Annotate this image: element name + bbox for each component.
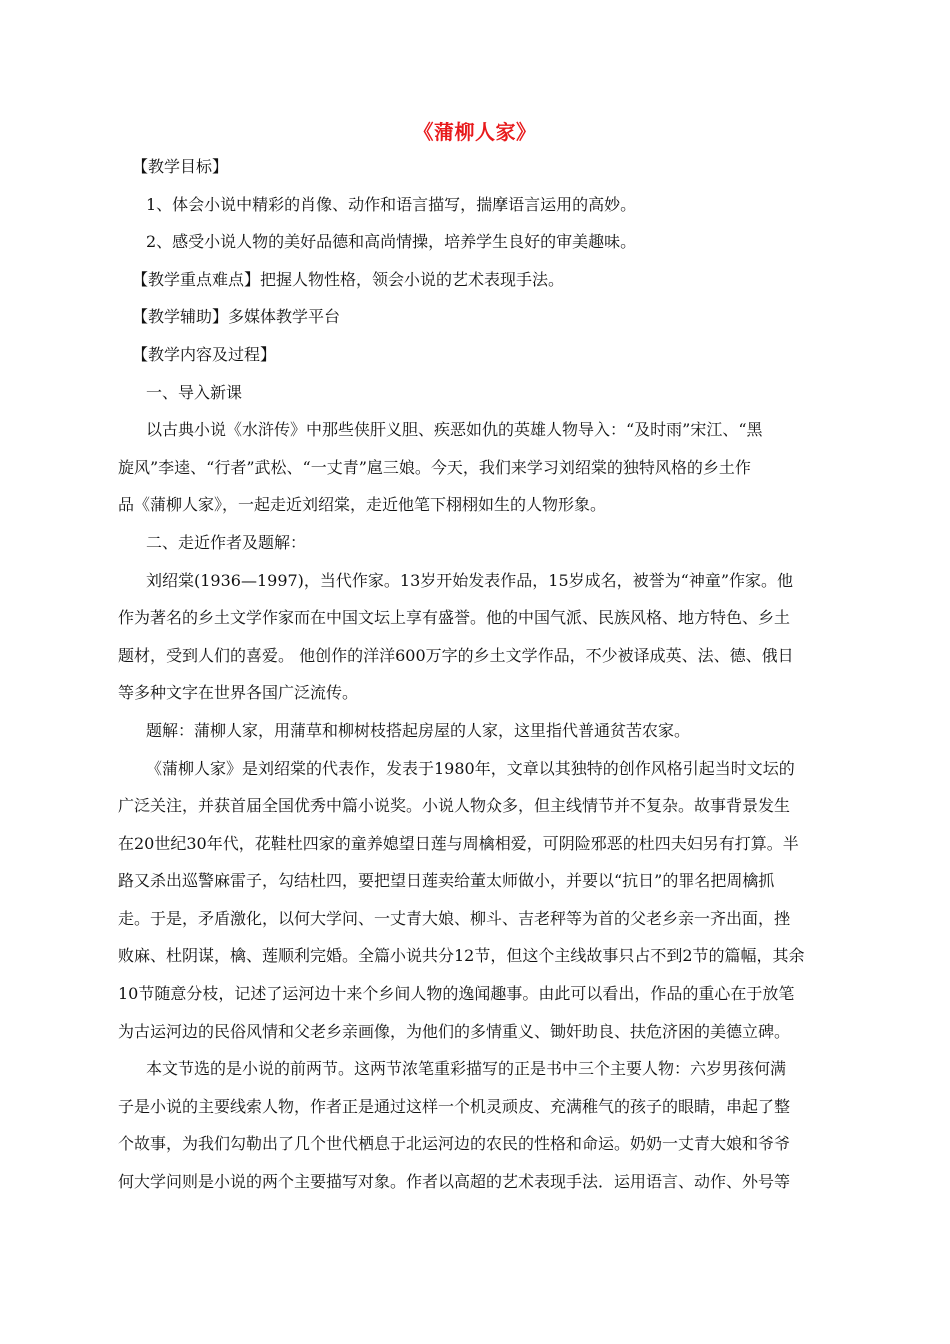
document-body <box>118 148 832 1201</box>
text-line: 以古典小说《水浒传》中那些侠肝义胆、疾恶如仇的英雄人物导入：“及时雨”宋江、“黑 <box>146 420 763 440</box>
text-line: 在20世纪30年代，花鞋杜四家的童养媳望日莲与周檎相爱，可阴险邪恶的杜四夫妇另有打算。半 <box>118 833 799 853</box>
text-line: 个故事，为我们勾勒出了几个世代栖息于北运河边的农民的性格和命运。奶奶一丈青大娘和爷爷 <box>118 1134 791 1154</box>
text-line: 二、走近作者及题解： <box>146 532 307 552</box>
text-line: 路又杀出巡警麻雷子，勾结杜四，要把望日莲卖给董太师做小，并要以“抗日”的罪名把周檎抓 <box>118 871 775 891</box>
text-line: 【教学重点难点】把握人物性格，领会小说的艺术表现手法。 <box>132 269 565 289</box>
text-line: 本文节选的是小说的前两节。这两节浓笔重彩描写的正是书中三个主要人物：六岁男孩何满 <box>146 1059 787 1079</box>
text-line: 何大学问则是小说的两个主要描写对象。作者以高超的艺术表现手法．运用语言、动作、外号等 <box>118 1172 791 1192</box>
text-line: 品《蒲柳人家》，一起走近刘绍棠，走近他笔下栩栩如生的人物形象。 <box>118 495 607 515</box>
text-line: 1、体会小说中精彩的肖像、动作和语言描写，揣摩语言运用的高妙。 <box>146 194 637 214</box>
text-line: 10节随意分枝，记述了运河边十来个乡间人物的逸闻趣事。由此可以看出，作品的重心在于放笔 <box>118 984 795 1004</box>
text-line: 刘绍棠(1936—1997)，当代作家。13岁开始发表作品，15岁成名，被誉为“神童”作家。他 <box>146 570 794 590</box>
text-line: 《蒲柳人家》是刘绍棠的代表作，发表于1980年，文章以其独特的创作风格引起当时文坛的 <box>146 758 795 778</box>
text-line: 子是小说的主要线索人物，作者正是通过这样一个机灵顽皮、充满稚气的孩子的眼睛，串起了整 <box>118 1096 791 1116</box>
text-line: 为古运河边的民俗风情和父老乡亲画像，为他们的多情重义、锄奸助良、扶危济困的美德立碑。 <box>118 1021 791 1041</box>
text-line: 走。于是，矛盾激化，以何大学问、一丈青大娘、柳斗、吉老秤等为首的父老乡亲一齐出面，挫 <box>118 908 791 928</box>
text-line: 2、感受小说人物的美好品德和高尚情操，培养学生良好的审美趣味。 <box>146 232 637 252</box>
text-line: 广泛关注，并获首届全国优秀中篇小说奖。小说人物众多，但主线情节并不复杂。故事背景发生 <box>118 796 791 816</box>
text-line: 【教学内容及过程】 <box>132 344 277 364</box>
text-line: 题解：蒲柳人家，用蒲草和柳树枝搭起房屋的人家，这里指代普通贫苦农家。 <box>146 720 691 740</box>
text-line: 【教学目标】 <box>132 157 229 176</box>
document-title: 《蒲柳人家》 <box>413 120 537 144</box>
text-line: 旋风”李逵、“行者”武松、“一丈青”扈三娘。今天，我们来学习刘绍棠的独特风格的乡土作 <box>118 457 751 477</box>
text-line: 题材，受到人们的喜爱。 他创作的洋洋600万字的乡土文学作品，不少被译成英、法、德、俄日 <box>118 645 794 665</box>
text-line: 【教学辅助】多媒体教学平台 <box>132 307 341 327</box>
text-line: 作为著名的乡土文学作家而在中国文坛上享有盛誉。他的中国气派、民族风格、地方特色、乡土 <box>118 608 791 628</box>
text-line: 一、导入新课 <box>146 382 243 402</box>
text-line: 败麻、杜阴谋，檎、莲顺利完婚。全篇小说共分12节，但这个主线故事只占不到2节的篇幅，其余 <box>118 946 805 966</box>
text-line: 等多种文字在世界各国广泛流传。 <box>118 683 359 703</box>
